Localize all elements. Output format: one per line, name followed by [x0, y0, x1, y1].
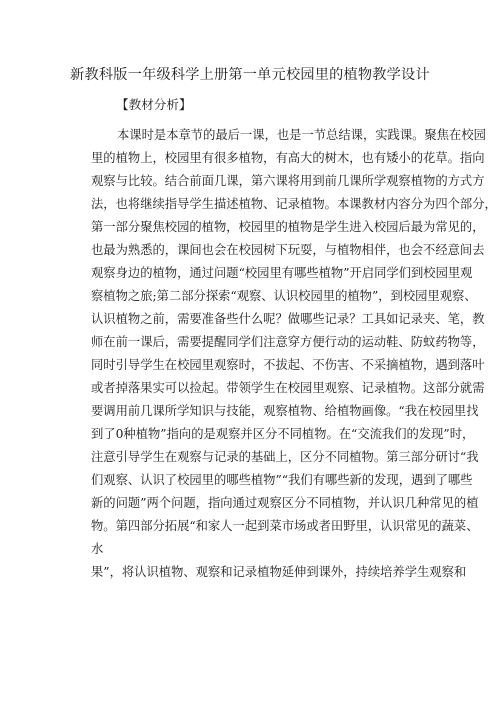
paragraph-line: 到了0种植物”指向的是观察并区分不同植物。在“交流我们的发现”时， — [91, 427, 475, 441]
paragraph-line: 注意引导学生在观察与记录的基础上，区分不同植物。第三部分研讨“我 — [91, 450, 479, 464]
section-heading: 【教材分析】 — [116, 97, 192, 112]
paragraph-line: 水 — [91, 542, 104, 556]
paragraph-line: 物。第四部分拓展“和家人一起到菜市场或者田野里，认识常见的蔬菜、 — [91, 519, 479, 533]
paragraph-line: 要调用前几课所学知识与技能，观察植物、给植物画像。“我在校园里找 — [91, 404, 479, 418]
paragraph-line: 果”，将认识植物、观察和记录植物延伸到课外，持续培养学生观察和 — [91, 565, 467, 579]
paragraph-line: 认识植物之前，需要准备些什么呢？做哪些记录？工具如记录夹、笔，教 — [91, 312, 485, 326]
paragraph-line: 法，也将继续指导学生描述植物、记录植物。本课教材内容分为四个部分， — [91, 197, 497, 211]
paragraph-line: 同时引导学生在校园里观察时，不拔起、不伤害、不采摘植物，遇到落叶 — [91, 358, 485, 372]
paragraph-line: 察植物之旅;第二部分探索“观察、认识校园里的植物”，到校园里观察、 — [91, 289, 477, 303]
paragraph-line: 第一部分聚焦校园的植物，校园里的植物是学生进入校园后最为常见的， — [91, 220, 485, 234]
paragraph-line: 本课时是本章节的最后一课，也是一节总结课，实践课。聚焦在校园 — [117, 128, 486, 142]
paragraph-line: 们观察、认识了校园里的哪些植物”“我们有哪些新的发现，遇到了哪些 — [91, 473, 473, 487]
paragraph-line: 里的植物上，校园里有很多植物，有高大的树木，也有矮小的花草。指向 — [91, 151, 485, 165]
paragraph-line: 观察身边的植物，通过问题“校园里有哪些植物”开启同学们到校园里观 — [91, 266, 473, 280]
paragraph-line: 观察与比较。结合前面几课，第六课将用到前几课所学观察植物的方式方 — [91, 174, 485, 188]
paragraph-line: 师在前一课后，需要提醒同学们注意穿方便行动的运动鞋、防蚊药物等， — [91, 335, 485, 349]
paragraph-line: 或者掉落果实可以捡起。带领学生在校园里观察、记录植物。这部分就需 — [91, 381, 485, 395]
document-title: 新教科版一年级科学上册第一单元校园里的植物教学设计 — [70, 67, 430, 83]
paragraph-line: 也最为熟悉的，课间也会在校园树下玩耍，与植物相伴，也会不经意间去 — [91, 243, 485, 257]
paragraph-line: 新的问题”两个问题，指向通过观察区分不同植物，并认识几种常见的植 — [91, 496, 479, 510]
